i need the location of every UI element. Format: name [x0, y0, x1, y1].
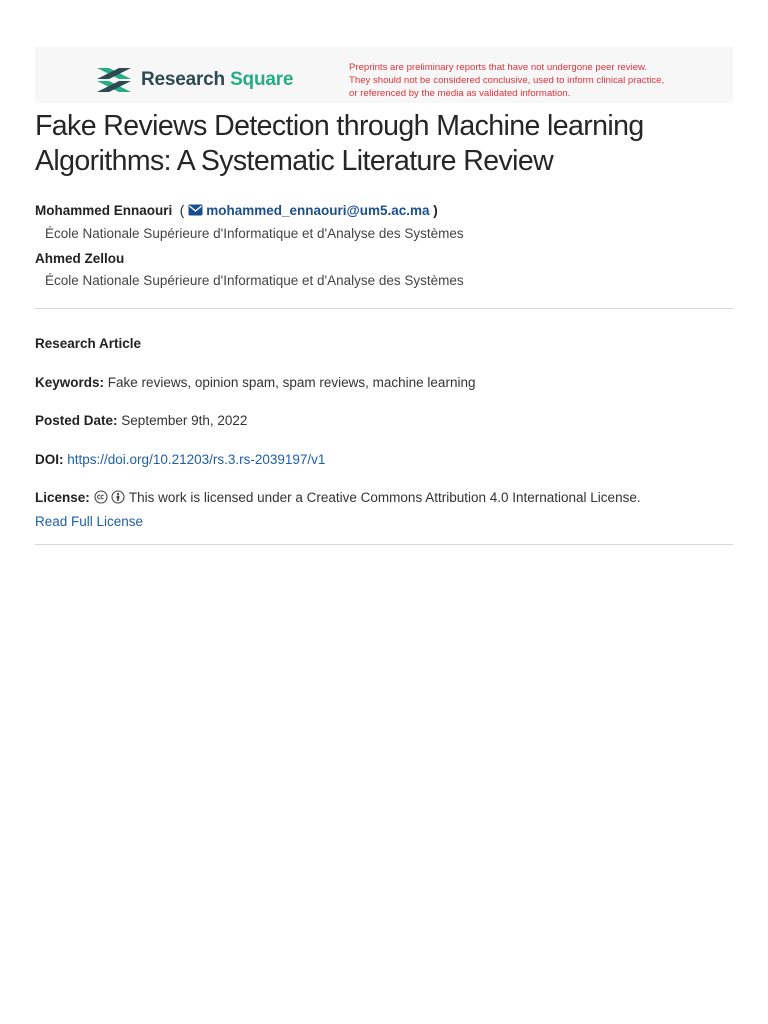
license-field	[35, 490, 641, 505]
author-name: Ahmed Zellou	[35, 251, 125, 266]
license-text: This work is licensed under a Creative Commons Attribution 4.0 International License.	[128, 490, 641, 505]
doi-field	[35, 452, 325, 467]
author-name: Mohammed Ennaouri	[35, 203, 173, 218]
author-line	[35, 251, 124, 266]
disclaimer-line: They should not be considered conclusive, used to inform clinical practice,	[349, 75, 665, 86]
by-icon	[111, 490, 125, 504]
doi-link[interactable]: https://doi.org/10.21203/rs.3.rs-2039197/v1	[67, 452, 326, 467]
keywords-label: Keywords:	[35, 375, 105, 390]
article-type: Research Article	[35, 336, 142, 351]
disclaimer-line: Preprints are preliminary reports that have not undergone peer review.	[349, 62, 648, 73]
keywords-value: Fake reviews, opinion spam, spam reviews, machine learning	[107, 375, 476, 390]
author-affiliation: École Nationale Supérieure d'Informatique et d'Analyse des Systèmes	[45, 226, 464, 241]
paper-title: Fake Reviews Detection through Machine learning Algorithms: A Systematic Literature Review	[35, 110, 644, 177]
author-line: Mohammed Ennaouri ( mohammed_ennaouri@um5.ac.ma )	[35, 203, 438, 218]
cc-icon	[94, 490, 108, 504]
disclaimer-line: or referenced by the media as validated information.	[349, 88, 571, 99]
posted-date-field	[35, 413, 247, 428]
posted-date-value: September 9th, 2022	[121, 413, 248, 428]
logo-mark-icon	[95, 65, 133, 95]
doi-label: DOI:	[35, 452, 64, 467]
preprint-banner	[35, 47, 733, 103]
author-email-link[interactable]: mohammed_ennaouri@um5.ac.ma	[206, 203, 430, 218]
posted-date-label: Posted Date:	[35, 413, 118, 428]
divider	[35, 308, 733, 309]
preprint-disclaimer	[349, 61, 719, 100]
logo-text: Research Square	[141, 69, 294, 90]
keywords-field	[35, 375, 475, 390]
read-license-row	[35, 514, 143, 529]
divider	[35, 544, 733, 545]
author-affiliation: École Nationale Supérieure d'Informatique et d'Analyse des Systèmes	[45, 273, 464, 288]
read-full-license-link[interactable]: Read Full License	[35, 514, 144, 529]
research-square-logo[interactable]	[95, 65, 293, 95]
license-label: License:	[35, 490, 90, 505]
envelope-icon	[188, 204, 203, 216]
